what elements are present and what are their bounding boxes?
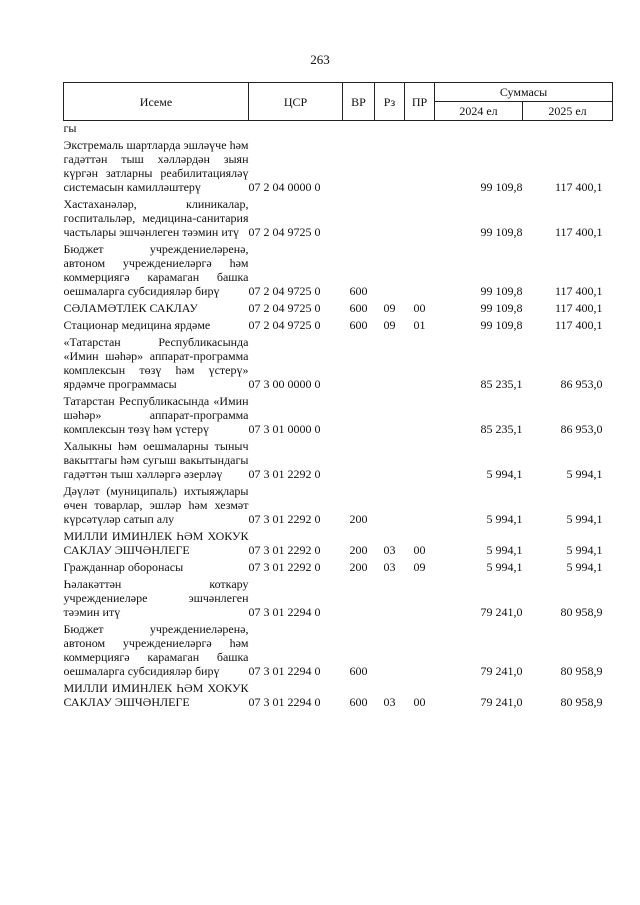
- row-csr: 07 3 01 2294 0: [248, 664, 321, 678]
- row-name: Дәүләт (муниципаль) ихтыяҗлары өчен товарлар, эшләр һәм хезмәт күрсәтүләр сатып алу: [63, 484, 249, 526]
- row-amount-2025: 80 958,9: [560, 695, 603, 709]
- row-name: МИЛЛИ ИМИНЛЕК ҺӘМ ХОКУК САКЛАУ ЭШЧӘНЛЕГЕ: [63, 681, 249, 709]
- row-amount-2025: 117 400,1: [554, 180, 603, 194]
- row-rz: [375, 121, 405, 139]
- row-amount-2025: 5 994,1: [566, 543, 603, 557]
- row-amount-2025: 5 994,1: [566, 467, 603, 481]
- row-vr: [343, 577, 375, 622]
- row-name: Гражданнар оборонасы: [63, 560, 184, 574]
- row-vr: 200: [349, 560, 368, 574]
- row-amount-2025: 80 958,9: [560, 664, 603, 678]
- row-amount-2024: 79 241,0: [480, 695, 523, 709]
- row-pr: [405, 577, 435, 622]
- row-vr: 600: [349, 695, 368, 709]
- row-name: Хастаханәләр, клиникалар, госпитальләр, медицина-санитария частьлары эшчәнлеген тәэмин итү: [63, 197, 249, 239]
- row-amount-2024: 5 994,1: [486, 543, 523, 557]
- row-amount-2025: 117 400,1: [554, 301, 603, 315]
- row-amount-2024: 5 994,1: [486, 512, 523, 526]
- row-name: гы: [63, 121, 77, 135]
- row-csr: 07 3 01 2292 0: [248, 543, 321, 557]
- row-rz: [375, 242, 405, 301]
- row-rz: 03: [383, 560, 396, 574]
- table-row: [64, 484, 613, 529]
- row-csr: 07 3 01 2292 0: [248, 467, 321, 481]
- row-name: Стационар медицина ярдәме: [63, 318, 211, 332]
- table-row: [64, 197, 613, 242]
- row-vr: 600: [349, 301, 368, 315]
- table-row: [64, 138, 613, 197]
- row-amount-2024: 99 109,8: [480, 225, 523, 239]
- row-pr: 00: [413, 695, 426, 709]
- row-vr: [343, 197, 375, 242]
- row-amount-2024: 5 994,1: [486, 560, 523, 574]
- row-pr: [405, 138, 435, 197]
- row-vr: [343, 335, 375, 394]
- row-vr: 200: [349, 543, 368, 557]
- row-csr: 07 3 01 0000 0: [248, 422, 321, 436]
- row-name: Татарстан Республикасында «Имин шәһәр» аппарат-программа комплексын төзү һәм үстерү: [63, 394, 249, 436]
- row-vr: 600: [349, 284, 368, 298]
- row-pr: [405, 439, 435, 484]
- row-name: Һәлакәттән коткару учреждениеләре эшчәнлеген тәэмин итү: [63, 577, 249, 619]
- row-amount-2025: 117 400,1: [554, 318, 603, 332]
- row-name: МИЛЛИ ИМИНЛЕК ҺӘМ ХОКУК САКЛАУ ЭШЧӘНЛЕГЕ: [63, 529, 249, 557]
- row-rz: 09: [383, 318, 396, 332]
- row-rz: [375, 335, 405, 394]
- table-row: [64, 577, 613, 622]
- row-pr: 00: [413, 301, 426, 315]
- row-amount-2025: 117 400,1: [554, 284, 603, 298]
- row-pr: 09: [413, 560, 426, 574]
- row-csr: 07 3 01 2292 0: [248, 560, 321, 574]
- row-name: Бюджет учреждениеләренә, автоном учреждениеләргә һәм коммерциягә карамаган башка оешмаларга субсидияләр бирү: [63, 622, 249, 678]
- row-amount-2024: 99 109,8: [480, 180, 523, 194]
- header-rz: Рз: [375, 83, 405, 121]
- budget-table: [63, 82, 613, 712]
- row-amount-2024: 79 241,0: [480, 664, 523, 678]
- row-rz: [375, 197, 405, 242]
- row-pr: 01: [413, 318, 426, 332]
- row-amount-2025: [523, 121, 613, 139]
- row-rz: [375, 484, 405, 529]
- row-csr: 07 3 01 2294 0: [248, 605, 321, 619]
- row-pr: [405, 484, 435, 529]
- row-vr: 200: [349, 512, 368, 526]
- table-row: [64, 681, 613, 712]
- row-rz: 03: [383, 695, 396, 709]
- row-amount-2024: 99 109,8: [480, 301, 523, 315]
- row-csr: [249, 121, 343, 139]
- row-csr: 07 2 04 9725 0: [248, 301, 321, 315]
- table-row: [64, 560, 613, 577]
- row-pr: [405, 394, 435, 439]
- table-row: [64, 121, 613, 139]
- row-name: «Татарстан Республикасында «Имин шәһәр» аппарат-программа комплексын төзү һәм үстерү» ярдәмче программасы: [63, 335, 249, 391]
- row-amount-2024: 99 109,8: [480, 318, 523, 332]
- row-vr: [343, 138, 375, 197]
- row-rz: [375, 394, 405, 439]
- row-pr: [405, 197, 435, 242]
- table-row: [64, 242, 613, 301]
- row-csr: 07 2 04 9725 0: [248, 284, 321, 298]
- row-vr: [343, 121, 375, 139]
- header-vr: ВР: [343, 83, 375, 121]
- row-csr: 07 2 04 0000 0: [248, 180, 321, 194]
- row-rz: 09: [383, 301, 396, 315]
- header-year-2025: 2025 ел: [523, 102, 613, 121]
- row-amount-2024: 85 235,1: [480, 377, 523, 391]
- row-name: Халыкны һәм оешмаларны тыныч вакыттагы һәм сугыш вакытындагы гадәттән тыш хәлләргә әзерләү: [63, 439, 249, 481]
- header-year-2024: 2024 ел: [435, 102, 523, 121]
- header-name: Исеме: [64, 83, 249, 121]
- row-name: СӘЛАМӘТЛЕК САКЛАУ: [63, 301, 198, 315]
- row-rz: [375, 439, 405, 484]
- header-sums: Суммасы: [435, 83, 613, 102]
- row-amount-2025: 117 400,1: [554, 225, 603, 239]
- row-rz: [375, 577, 405, 622]
- row-amount-2024: 79 241,0: [480, 605, 523, 619]
- row-amount-2025: 5 994,1: [566, 512, 603, 526]
- row-amount-2024: 5 994,1: [486, 467, 523, 481]
- row-rz: 03: [383, 543, 396, 557]
- header-csr: ЦСР: [249, 83, 343, 121]
- row-vr: [343, 439, 375, 484]
- row-csr: 07 3 01 2294 0: [248, 695, 321, 709]
- row-amount-2024: [435, 121, 523, 139]
- row-pr: [405, 622, 435, 681]
- table-row: [64, 622, 613, 681]
- row-name: Экстремаль шартларда эшләүче һәм гадәттән тыш хәлләрдән зыян күргән затларны реабилитацияләү системасын камилләштерү: [63, 138, 249, 194]
- row-csr: 07 2 04 9725 0: [248, 318, 321, 332]
- row-name: Бюджет учреждениеләренә, автоном учреждениеләргә һәм коммерциягә карамаган башка оешмаларга субсидияләр бирү: [63, 242, 249, 298]
- row-csr: 07 2 04 9725 0: [248, 225, 321, 239]
- table-row: [64, 394, 613, 439]
- table-row: [64, 318, 613, 335]
- row-amount-2025: 80 958,9: [560, 605, 603, 619]
- table-row: [64, 335, 613, 394]
- table-row: [64, 301, 613, 318]
- row-pr: 00: [413, 543, 426, 557]
- row-pr: [405, 335, 435, 394]
- row-vr: 600: [349, 664, 368, 678]
- row-amount-2025: 5 994,1: [566, 560, 603, 574]
- table-row: [64, 439, 613, 484]
- row-vr: [343, 394, 375, 439]
- row-csr: 07 3 01 2292 0: [248, 512, 321, 526]
- row-amount-2025: 86 953,0: [560, 377, 603, 391]
- row-vr: 600: [349, 318, 368, 332]
- row-amount-2024: 99 109,8: [480, 284, 523, 298]
- row-rz: [375, 622, 405, 681]
- row-pr: [405, 121, 435, 139]
- page-number: 263: [310, 52, 330, 67]
- row-rz: [375, 138, 405, 197]
- row-pr: [405, 242, 435, 301]
- row-amount-2025: 86 953,0: [560, 422, 603, 436]
- row-amount-2024: 85 235,1: [480, 422, 523, 436]
- table-row: [64, 529, 613, 560]
- header-pr: ПР: [405, 83, 435, 121]
- row-csr: 07 3 00 0000 0: [248, 377, 321, 391]
